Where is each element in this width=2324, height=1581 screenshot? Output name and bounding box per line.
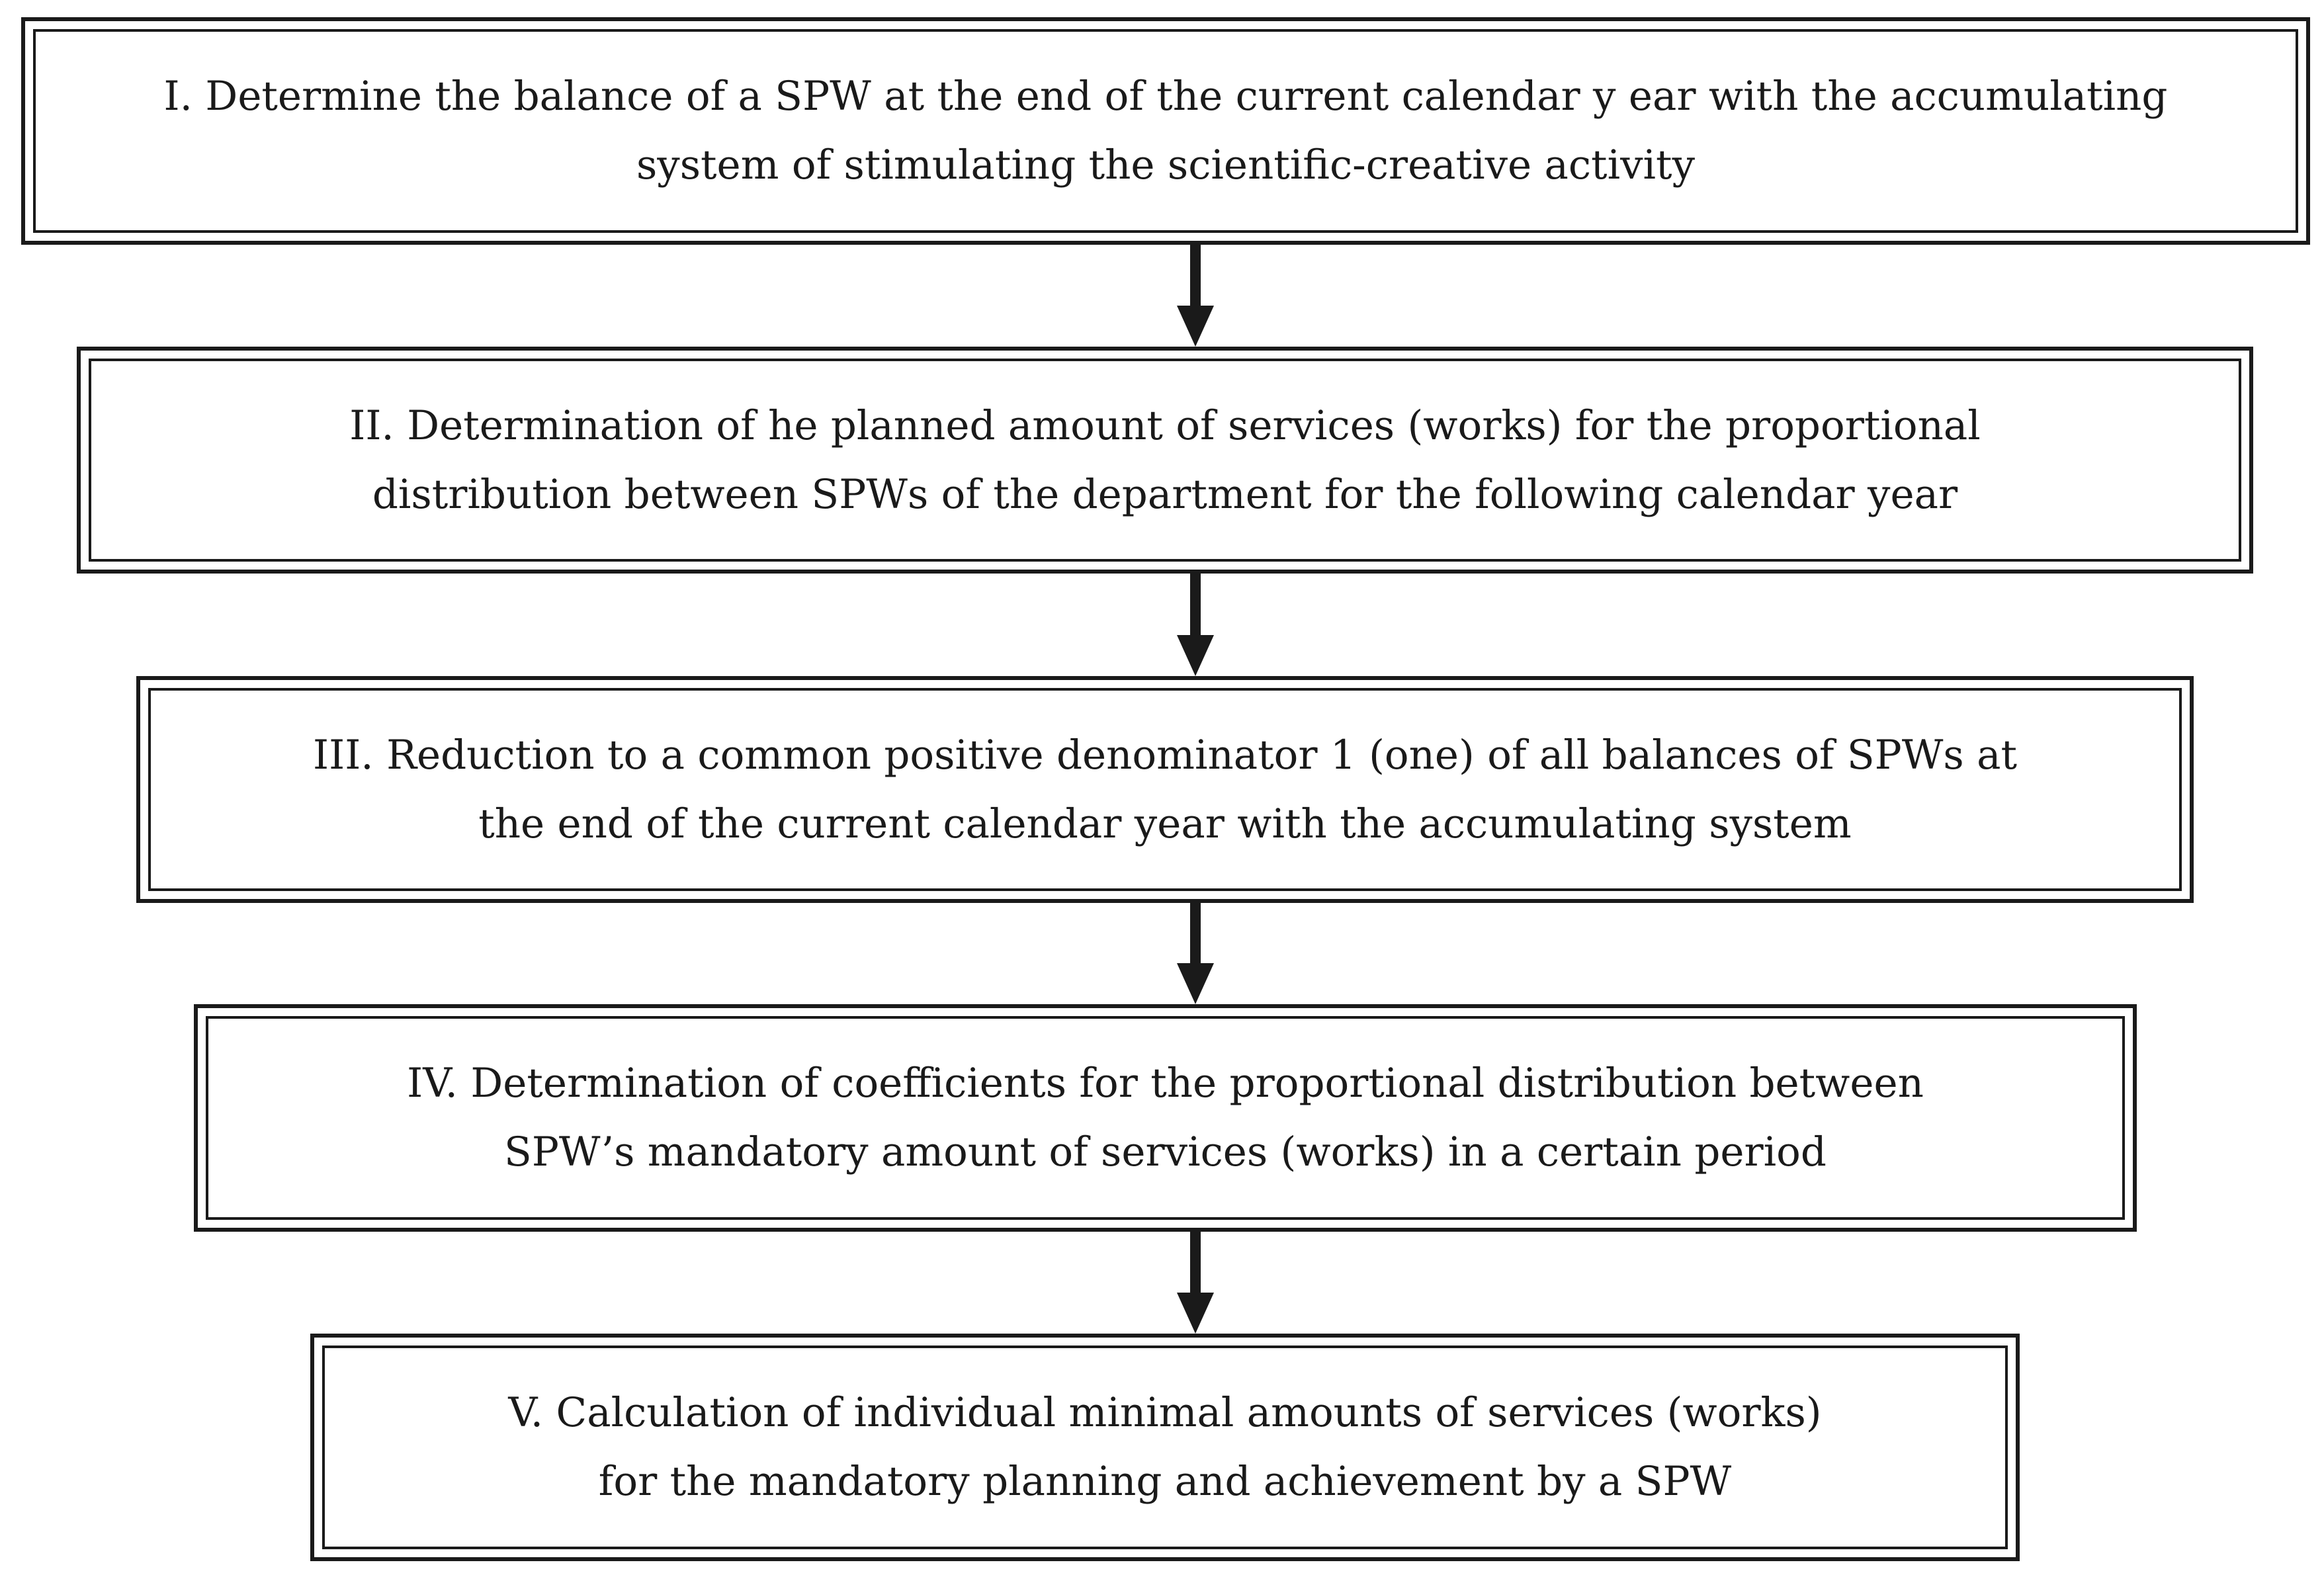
step-1-line-1: I. Determine the balance of a SPW at the end of the current calendar y ear with the accumulating	[163, 73, 2168, 120]
step-2-line-1: II. Determination of he planned amount of services (works) for the proportional	[349, 402, 1981, 449]
arrow-2-to-3-head	[1177, 635, 1214, 676]
step-1-line-2: system of stimulating the scientific-creative activity	[636, 142, 1696, 189]
step-3-box	[136, 676, 2194, 903]
step-5-line-2: for the mandatory planning and achievement by a SPW	[598, 1458, 1732, 1505]
step-3-text	[313, 721, 2017, 859]
step-4-text	[407, 1049, 1924, 1187]
step-1-text	[164, 62, 2168, 200]
arrow-4-to-5-head	[1177, 1293, 1214, 1334]
step-2-box	[77, 347, 2253, 574]
arrow-2-to-3	[1177, 574, 1214, 676]
step-5-line-1: V. Calculation of individual minimal amounts of services (works)	[508, 1389, 1822, 1436]
step-5-text	[508, 1379, 1821, 1516]
arrow-1-to-2-head	[1177, 306, 1214, 347]
step-4-line-2: SPW’s mandatory amount of services (works) in a certain period	[504, 1129, 1827, 1175]
step-4-line-1: IV. Determination of coefficients for the proportional distribution between	[407, 1060, 1924, 1107]
step-3-line-2: the end of the current calendar year with the accumulating system	[478, 800, 1852, 847]
step-1-box	[21, 17, 2310, 245]
step-5-box	[310, 1334, 2020, 1561]
step-4-box	[194, 1004, 2137, 1232]
arrow-4-to-5	[1177, 1232, 1214, 1334]
step-3-line-1: III. Reduction to a common positive denominator 1 (one) of all balances of SPWs at	[313, 731, 2017, 779]
step-2-line-2: distribution between SPWs of the department for the following calendar year	[372, 470, 1958, 518]
arrow-3-to-4	[1177, 903, 1214, 1004]
step-2-text	[349, 392, 1981, 529]
arrow-1-to-2	[1177, 245, 1214, 347]
arrow-3-to-4-head	[1177, 963, 1214, 1004]
